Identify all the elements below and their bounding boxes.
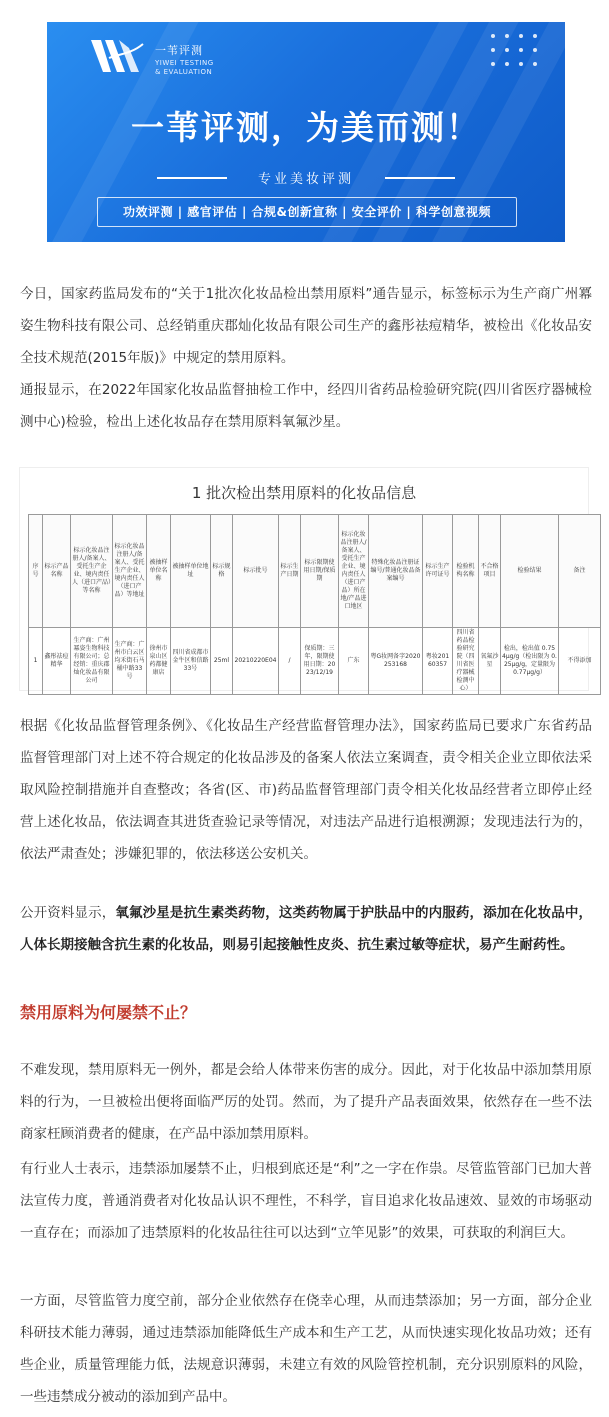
table-header-cell: 标示规格 (211, 515, 233, 628)
paragraph-6: 有行业人士表示，违禁添加屡禁不止，归根到底还是“利”之一字在作祟。尽管监管部门已加大普法宣传力度，普通消费者对化妆品认识不理性，不科学，盲目追求化妆品速效、显效的市场驱动一直存在；而添加了违禁原料的化妆品往往可以达到“立竿见影”的效果，可获取的利润巨大。 (20, 1161, 592, 1241)
table-title: 1 批次检出禁用原料的化妆品信息 (191, 484, 417, 502)
banner-subtitle: 专业美妆评测 (257, 172, 354, 187)
paragraph-4-plain: 公开资料显示， (20, 905, 116, 921)
header-banner (47, 22, 565, 242)
table-header-cell: 标示批号 (233, 515, 279, 628)
banned-ingredient-table-image (20, 468, 592, 692)
table-header-row (29, 515, 601, 628)
paragraph-4-bold: 氧氟沙星是抗生素类药物，这类药物属于护肤品中的内服药，添加在化妆品中，人体长期接触含抗生素的化妆品，则易引起接触性皮炎、抗生素过敏等症状，易产生耐药性。 (20, 905, 593, 953)
table-header-cell: 特殊化妆品注册证编号/普通化妆品备案编号 (369, 515, 423, 628)
brand-name-en-line2: & EVALUATION (155, 68, 213, 76)
product-info-table (28, 514, 601, 695)
table-cell: 四川省成都市金牛区和信路33号 (171, 628, 211, 695)
paragraph-1: 今日，国家药监局发布的“关于1批次化妆品检出禁用原料”通告显示，标签标示为生产商广州冪姿生物科技有限公司、总经销重庆郡灿化妆品有限公司生产的鑫彤祛痘精华，被检出《化妆品安全技术规范(2015年版)》中规定的禁用原料。 (20, 286, 592, 366)
paragraph-7: 一方面，尽管监管力度空前，部分企业依然存在侥幸心理，从而违禁添加；另一方面，部分企业科研技术能力薄弱，通过违禁添加能降低生产成本和生产工艺，从而快速实现化妆品功效；还有些企业，质量管理能力低，法规意识薄弱，未建立有效的风险管控机制，充分识别原料的风险，一些违禁成分被动的添加到产品中。 (20, 1293, 592, 1405)
paragraph-3: 根据《化妆品监督管理条例》、《化妆品生产经营监督管理办法》，国家药监局已要求广东省药品监督管理部门对上述不符合规定的化妆品涉及的备案人依法立案调查，责令相关企业立即依法采取风险控制措施并自查整改；各省(区、市)药品监督管理部门责令相关化妆品经营者立即停止经营上述化妆品，依法调查其进货查验记录等情况，对违法产品进行追根溯源；发现违法行为的，依法严肃查处；涉嫌犯罪的，依法移送公安机关。 (20, 718, 592, 862)
table-header-cell: 不合格项目 (479, 515, 501, 628)
paragraph-5: 不难发现，禁用原料无一例外，都是会给人体带来伤害的成分。因此，对于化妆品中添加禁用原料的行为，一旦被检出便将面临严厉的处罚。然而，为了提升产品表面效果，依然存在一些不法商家枉顾消费者的健康，在产品中添加禁用原料。 (20, 1062, 592, 1142)
table-cell: / (279, 628, 301, 695)
table-cell: 粤妆20160357 (423, 628, 453, 695)
table-row (29, 628, 601, 695)
table-cell: 四川省药品检验研究院（四川省医疗器械检测中心） (453, 628, 479, 695)
table-cell: 25ml (211, 628, 233, 695)
table-header-cell: 标示产品名称 (43, 515, 71, 628)
section-title: 禁用原料为何屡禁不止？ (20, 1003, 197, 1022)
table-header-cell: 标示化妆品注册人/备案人、受托生产企业、境内责任人（进口产品）所在地/产品进口地区 (339, 515, 369, 628)
table-header-cell: 标示生产许可证号 (423, 515, 453, 628)
paragraph-2: 通报显示，在2022年国家化妆品监督抽检工作中，经四川省药品检验研究院(四川省医疗器械检测中心)检验，检出上述化妆品存在禁用原料氧氟沙星。 (20, 382, 592, 430)
banner-services: 功效评测 | 感官评估 | 合规&创新宣称 | 安全评价 | 科学创意视频 (97, 197, 517, 227)
paragraph-4 (20, 897, 592, 961)
table-header-cell: 被抽样单位名称 (147, 515, 171, 628)
table-cell: 粤G妆网备字2020253168 (369, 628, 423, 695)
table-cell: 保质期：三年，限期使用日期：2023/12/19 (301, 628, 339, 695)
table-cell: 广东 (339, 628, 369, 695)
banner-slogan: 一苇评测，为美而测！ (131, 108, 481, 147)
brand-name-en-line1: YIWEI TESTING (155, 59, 214, 67)
banner-subtitle-row (47, 168, 565, 188)
table-header-cell: 标示化妆品注册人/备案人、受托生产企业、境内责任人（进口产品）等地址 (113, 515, 147, 628)
brand-logo (89, 30, 279, 84)
table-cell: 生产商：广州冪姿生物科技有限公司；总经销：重庆郡灿化妆品有限公司 (71, 628, 113, 695)
yiwei-logo-icon (89, 34, 145, 78)
table-cell: 1 (29, 628, 43, 695)
table-cell: 鑫彤祛痘精华 (43, 628, 71, 695)
table-header-cell: 序号 (29, 515, 43, 628)
table-header-cell: 检验机构名称 (453, 515, 479, 628)
table-cell: 徐州市泉山区药都健康店 (147, 628, 171, 695)
table-cell: 氧氟沙星 (479, 628, 501, 695)
table-cell: 检出，检出值 0.754μg/g（检出限为 0.25μg/g，定量限为0.77μg/g） (501, 628, 559, 695)
dots-decoration (491, 34, 551, 70)
table-header-cell: 标示化妆品注册人/备案人、受托生产企业、境内责任人（进口产品）等名称 (71, 515, 113, 628)
table-cell: 不得添加 (559, 628, 601, 695)
table-cell: 生产商：广州市白云区均禾街石马桶中路33号 (113, 628, 147, 695)
table-header-cell: 标示生产日期 (279, 515, 301, 628)
table-header-cell: 备注 (559, 515, 601, 628)
table-header-cell: 标示限期使用日期/保质期 (301, 515, 339, 628)
divider (385, 177, 455, 179)
table-header-cell: 检验结果 (501, 515, 559, 628)
brand-name-cn: 一苇评测 (155, 44, 203, 57)
table-header-cell: 被抽样单位地址 (171, 515, 211, 628)
table-cell: 20210220E04 (233, 628, 279, 695)
